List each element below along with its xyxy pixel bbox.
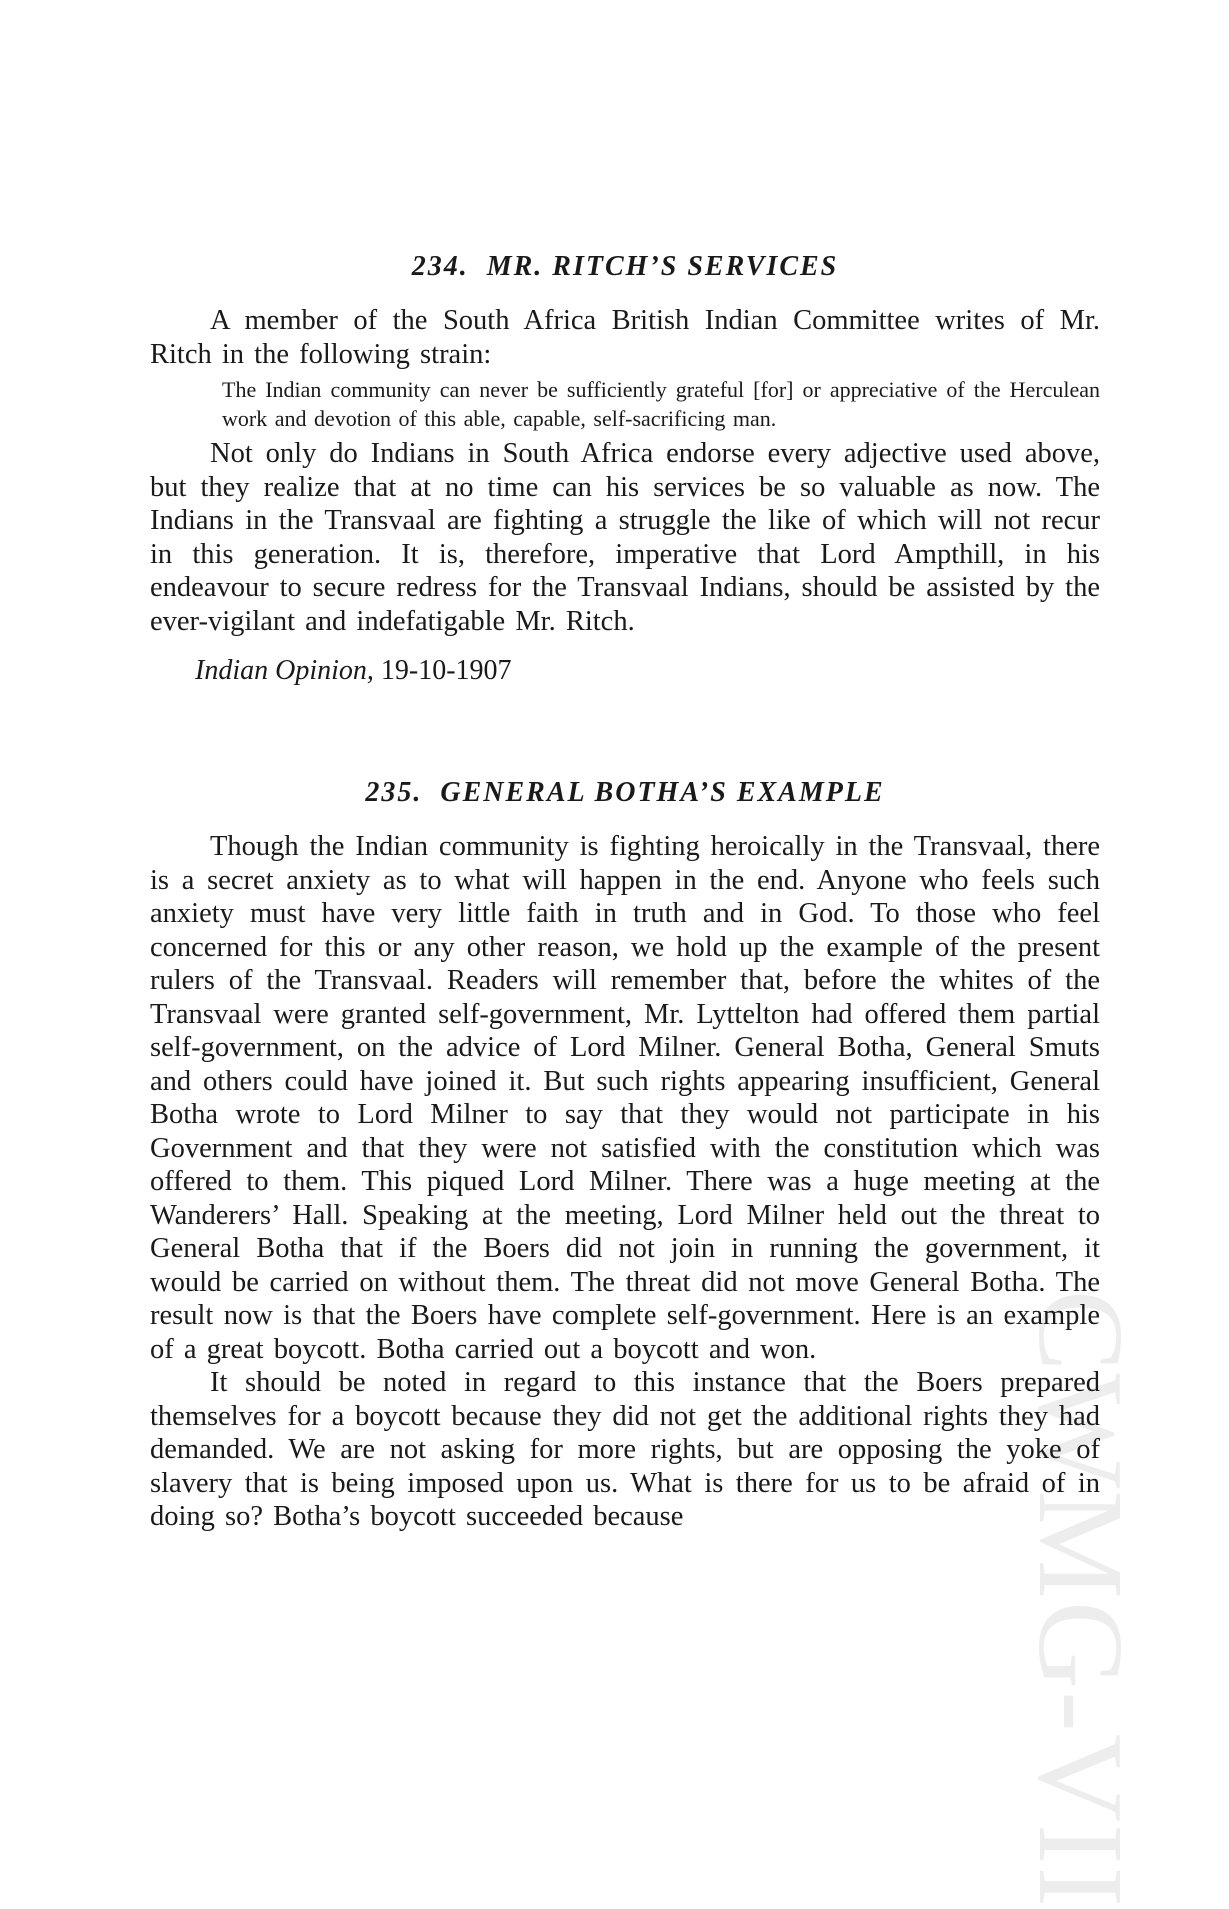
article-title: MR. RITCH’S SERVICES bbox=[486, 251, 839, 282]
article-body: Not only do Indians in South Africa endorse every adjective used above, but they realize that at no time can his services be so valuable as now. The Indians in the Transvaal are fighting a struggle the like of which will not recur in this generation. It is, therefore, imperative that Lord Ampthill, in his endeavour to secure redress for the Transvaal Indians, should be assisted by the ever-vigilant and indefatigable Mr. Ritch. bbox=[150, 438, 1100, 637]
article-title: GENERAL BOTHA’S EXAMPLE bbox=[440, 777, 885, 808]
document-page bbox=[150, 250, 1100, 1534]
source-citation bbox=[195, 654, 1100, 688]
article-paragraph: It should be noted in regard to this instance that the Boers prepared themselves for a boycott because they did not get the additional rights they had demanded. We are not asking for more rights, but are opposing the yoke of slavery that is being imposed upon us. What is there for us to be afraid of in doing so? Botha’s boycott succeeded because bbox=[150, 1367, 1100, 1532]
article-heading bbox=[150, 250, 1100, 284]
watermark: CWMG-VII bbox=[1013, 1290, 1148, 1909]
article-heading bbox=[150, 776, 1100, 810]
article-235 bbox=[150, 776, 1100, 1534]
article-number: 234. bbox=[411, 251, 469, 282]
article-paragraph: Though the Indian community is fighting heroically in the Transvaal, there is a secret anxiety as to what will happen in the end. Anyone who feels such anxiety must have very little faith in truth and in God. To those who feel concerned for this or any other reason, we hold up the example of the present rulers of the Transvaal. Readers will remember that, before the whites of the Transvaal were granted self-government, Mr. Lyttelton had offered them partial self-government, on the advice of Lord Milner. General Botha, General Smuts and others could have joined it. But such rights appearing insufficient, General Botha wrote to Lord Milner to say that they would not participate in his Government and that they were not satisfied with the constitution which was offered to them. This piqued Lord Milner. There was a huge meeting at the Wanderers’ Hall. Speaking at the meeting, Lord Milner held out the threat to General Botha that if the Boers did not join in running the government, it would be carried on without them. The threat did not move General Botha. The result now is that the Boers have complete self-government. Here is an example of a great boycott. Botha carried out a boycott and won. bbox=[150, 831, 1100, 1365]
source-date: 19-10-1907 bbox=[380, 655, 512, 686]
block-quote: The Indian community can never be sufficiently grateful [for] or appreciative of the Herculean work and devotion of this able, capable, self-sacrificing man. bbox=[222, 377, 1100, 431]
article-number: 235. bbox=[365, 777, 423, 808]
article-intro: A member of the South Africa British Indian Committee writes of Mr. Ritch in the following strain: bbox=[150, 305, 1100, 370]
article-234 bbox=[150, 250, 1100, 688]
source-publication: Indian Opinion, bbox=[195, 655, 374, 686]
